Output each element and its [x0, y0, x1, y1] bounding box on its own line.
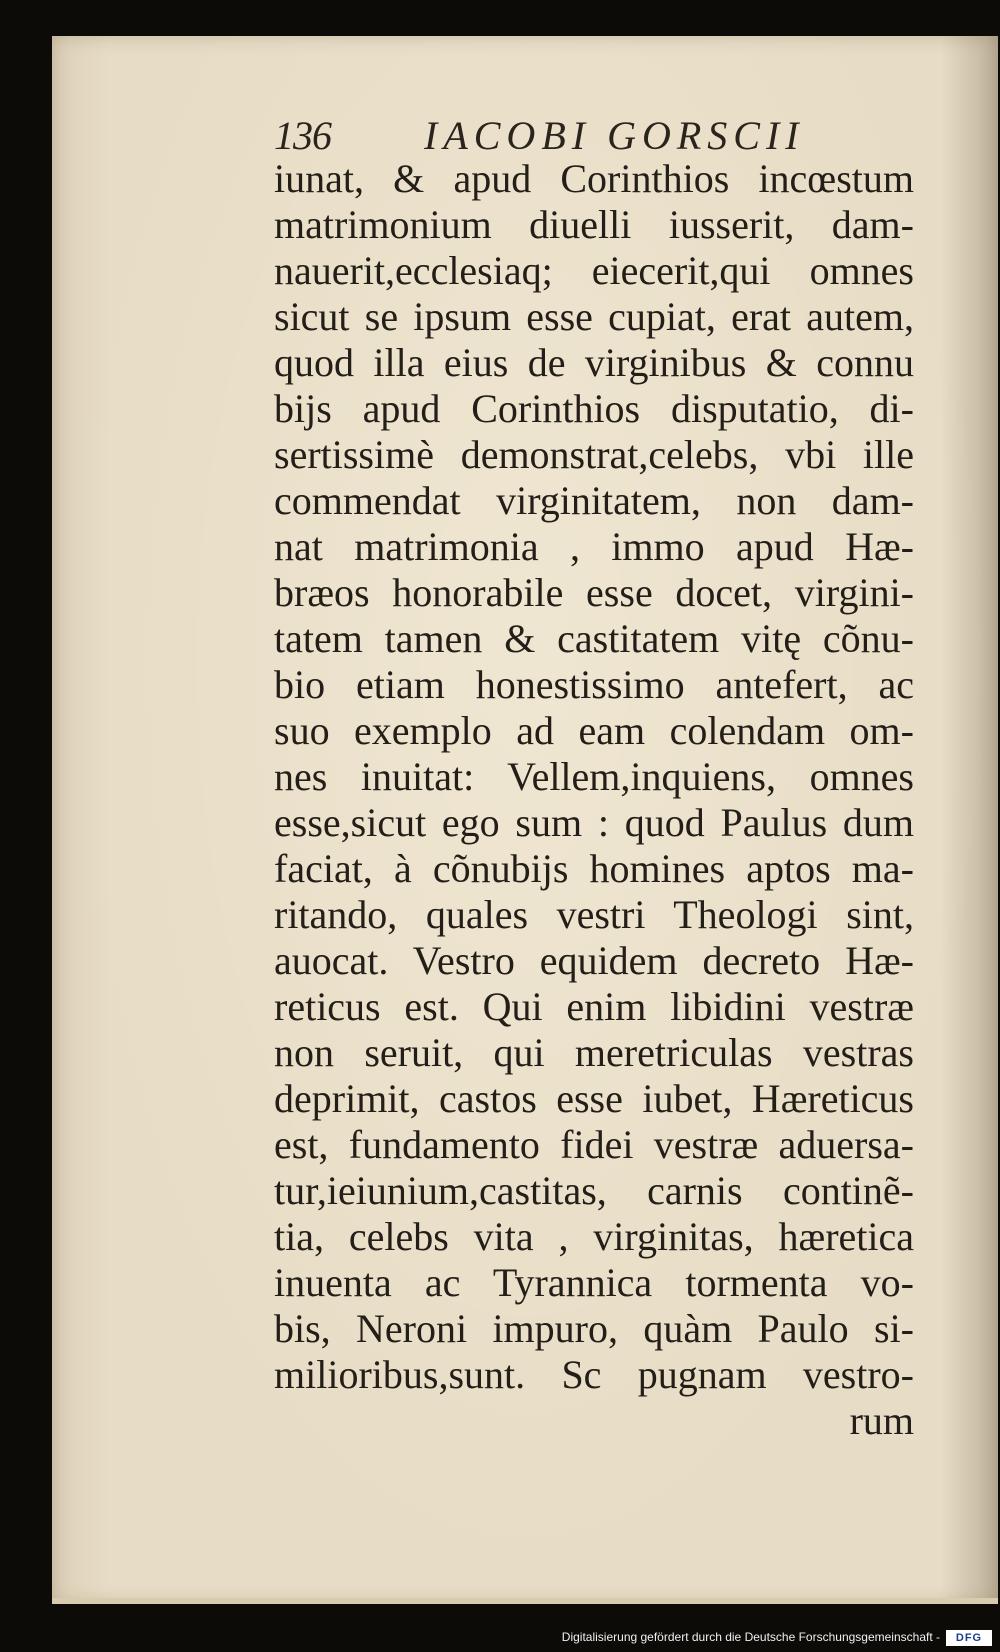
text-line: suo exemplo ad eam colendam om- — [274, 708, 914, 753]
text-line: bijs apud Corinthios disputatio, di- — [274, 386, 914, 431]
text-line: bio etiam honestissimo antefert, ac — [274, 662, 914, 707]
running-title: IACOBI GORSCII — [424, 113, 805, 158]
text-line: commendat virginitatem, non dam- — [274, 478, 914, 523]
text-line: est, fundamento fidei vestræ aduersa- — [274, 1122, 914, 1167]
dfg-logo: DFG — [946, 1630, 992, 1646]
text-line: reticus est. Qui enim libidini vestræ — [274, 984, 914, 1029]
funding-credit: Digitalisierung gefördert durch die Deutsche Forschungsgemeinschaft - — [561, 1630, 940, 1644]
text-line: bis, Neroni impuro, quàm Paulo si- — [274, 1306, 914, 1351]
text-line: tia, celebs vita , virginitas, hæretica — [274, 1214, 914, 1259]
text-line: matrimonium diuelli iusserit, dam- — [274, 202, 914, 247]
text-line: sicut se ipsum esse cupiat, erat autem, — [274, 294, 914, 339]
text-line: esse,sicut ego sum : quod Paulus dum — [274, 800, 914, 845]
body-text — [274, 156, 914, 1444]
text-line: nes inuitat: Vellem,inquiens, omnes — [274, 754, 914, 799]
text-line: deprimit, castos esse iubet, Hæreticus — [274, 1076, 914, 1121]
text-line: faciat, à cõnubijs homines aptos ma- — [274, 846, 914, 891]
text-line: ritando, quales vestri Theologi sint, — [274, 892, 914, 937]
text-line: tur,ieiunium,castitas, carnis continẽ- — [274, 1168, 914, 1213]
digitization-footer — [0, 1622, 1000, 1652]
text-line: sertissimè demonstrat,celebs, vbi ille — [274, 432, 914, 477]
text-line: tatem tamen & castitatem vitę cõnu- — [274, 616, 914, 661]
book-page — [52, 36, 998, 1604]
text-line: nauerit,ecclesiaq; eiecerit,qui omnes — [274, 248, 914, 293]
text-line: nat matrimonia , immo apud Hæ- — [274, 524, 914, 569]
text-line: quod illa eius de virginibus & connu — [274, 340, 914, 385]
text-line: auocat. Vestro equidem decreto Hæ- — [274, 938, 914, 983]
page-edge — [52, 1598, 998, 1604]
catchword: rum — [849, 1398, 914, 1443]
text-line: iunat, & apud Corinthios incœstum — [274, 156, 914, 201]
text-line: non seruit, qui meretriculas vestras — [274, 1030, 914, 1075]
text-line: inuenta ac Tyrannica tormenta vo- — [274, 1260, 914, 1305]
text-line: bræos honorabile esse docet, virgini- — [274, 570, 914, 615]
page-number: 136 — [274, 113, 331, 158]
text-line: milioribus,sunt. Sc pugnam vestro- — [274, 1352, 914, 1397]
